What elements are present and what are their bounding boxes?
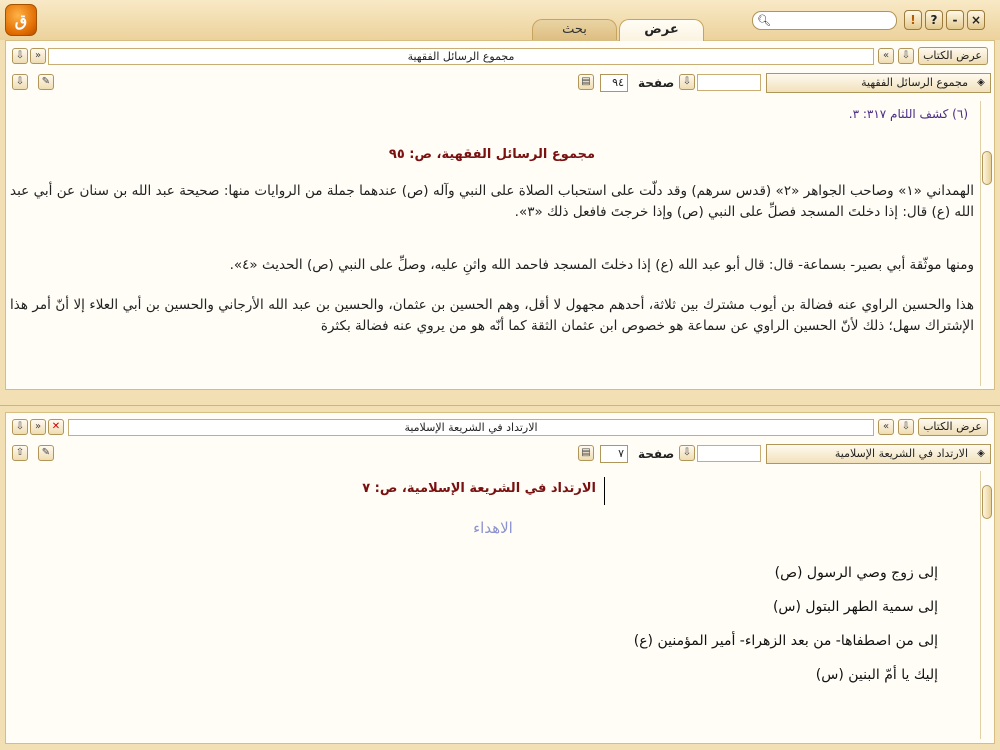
- view-book-button[interactable]: عرض الكتاب: [918, 47, 988, 65]
- page-dropdown-arrow-icon[interactable]: ⇩: [679, 445, 695, 461]
- double-chevron-left-icon[interactable]: «: [878, 48, 894, 64]
- close-button[interactable]: ×: [967, 10, 985, 30]
- book-select[interactable]: [766, 73, 991, 93]
- bottom-scroll-thumb[interactable]: [982, 485, 992, 519]
- expand-down-icon[interactable]: ⇩: [12, 419, 28, 435]
- bottom-scrollbar[interactable]: [980, 471, 992, 739]
- double-chevron-left-icon[interactable]: «: [878, 419, 894, 435]
- title-bar: [0, 0, 1000, 40]
- footnote: (٦) كشف اللثام ٣١٧: ٣.: [848, 107, 968, 121]
- book-title-field[interactable]: الارتداد في الشريعة الإسلامية: [68, 419, 874, 436]
- page-label: صفحة: [638, 447, 675, 461]
- tag-icon[interactable]: ◈: [977, 77, 985, 88]
- help-button[interactable]: ?: [925, 10, 943, 30]
- book-select-value: مجموع الرسائل الفقهية: [861, 76, 968, 89]
- app-logo-icon[interactable]: ق: [5, 4, 37, 36]
- book-menu-arrow-icon[interactable]: ⇩: [898, 48, 914, 64]
- top-text-area[interactable]: [6, 99, 978, 389]
- section-field[interactable]: [697, 445, 761, 462]
- text-caret: [604, 477, 605, 505]
- double-chevron-right-icon[interactable]: »: [30, 48, 46, 64]
- bottom-reading-pane: [5, 412, 995, 744]
- book-menu-arrow-icon[interactable]: ⇩: [898, 419, 914, 435]
- pane-divider[interactable]: [0, 405, 1000, 406]
- page-heading: الارتداد في الشريعة الإسلامية، ص: ٧: [362, 481, 596, 496]
- paragraph-2: ومنها موثّقة أبي بصير- بسماعة- قال: قال أبو عبد الله (ع) إذا دخلتَ المسجد فاحمد الله واثنِ عليه، وصلِّ على النبي (ص) الحديث «٤».: [229, 257, 974, 273]
- paragraph-1: الهمداني «١» وصاحب الجواهر «٢» (قدس سرهم) وقد دلّت على استحباب الصلاة على النبي وآله (ص) عندهما جملة من الروايات منها: صحيحة عبد الله بن سنان عن أبي عبد الله (ع) قال: إذا دخلتَ المسجد فصلِّ على النبي (ص) وإذا خرجتَ فافعل ذلك «٣».: [10, 183, 974, 220]
- search-input[interactable]: [773, 13, 891, 28]
- wrench-icon[interactable]: ✎: [38, 74, 54, 90]
- double-chevron-right-icon[interactable]: »: [30, 419, 46, 435]
- expand-down-icon[interactable]: ⇩: [12, 48, 28, 64]
- top-scrollbar[interactable]: [980, 101, 992, 386]
- alert-button[interactable]: !: [904, 10, 922, 30]
- search-box[interactable]: [752, 11, 897, 30]
- sync-up-icon[interactable]: ⇧: [12, 445, 28, 461]
- wrench-icon[interactable]: ✎: [38, 445, 54, 461]
- tab-view[interactable]: عرض: [619, 19, 704, 41]
- pages-icon[interactable]: ▤: [578, 445, 594, 461]
- page-heading: مجموع الرسائل الفقهية، ص: ٩٥: [388, 147, 596, 162]
- page-number-input[interactable]: ٩٤: [600, 74, 628, 92]
- top-scroll-thumb[interactable]: [982, 151, 992, 185]
- close-pane-icon[interactable]: ✕: [48, 419, 64, 435]
- dedication-line: إلى من اصطفاها- من بعد الزهراء- أمير المؤمنين (ع): [633, 633, 938, 649]
- tag-icon[interactable]: ◈: [977, 448, 985, 459]
- search-icon[interactable]: 🔍︎: [757, 14, 771, 27]
- top-reading-pane: [5, 40, 995, 390]
- page-label: صفحة: [638, 76, 675, 90]
- paragraph-3: هذا والحسين الراوي عنه فضالة بن أيوب مشترك بين ثلاثة، أحدهم مجهول لا أقل، وهم الحسين بن عثمان، والحسين بن عبد الله الأرجاني والحسين بن أبي العلاء إلا أنّ أمر هذا الإشتراك سهل؛ ذلك لأنّ الحسين الراوي عن سماعة هو خصوص ابن عثمان الثقة كما أنّه هو من يروي عنه فضالة بكثرة: [10, 297, 974, 334]
- dedication-heading: الاهداء: [473, 519, 513, 537]
- book-select[interactable]: [766, 444, 991, 464]
- dedication-line: إليك يا أمّ البنين (س): [815, 667, 938, 683]
- page-dropdown-arrow-icon[interactable]: ⇩: [679, 74, 695, 90]
- view-book-button[interactable]: عرض الكتاب: [918, 418, 988, 436]
- pages-icon[interactable]: ▤: [578, 74, 594, 90]
- book-select-value: الارتداد في الشريعة الإسلامية: [834, 447, 968, 460]
- sync-down-icon[interactable]: ⇩: [12, 74, 28, 90]
- minimize-button[interactable]: -: [946, 10, 964, 30]
- dedication-line: إلى زوج وصي الرسول (ص): [774, 565, 938, 581]
- dedication-line: إلى سمية الطهر البتول (س): [772, 599, 938, 615]
- tab-search[interactable]: بحث: [532, 19, 617, 41]
- bottom-text-area[interactable]: [6, 469, 978, 743]
- page-number-input[interactable]: ٧: [600, 445, 628, 463]
- section-field[interactable]: [697, 74, 761, 91]
- book-title-field[interactable]: مجموع الرسائل الفقهية: [48, 48, 874, 65]
